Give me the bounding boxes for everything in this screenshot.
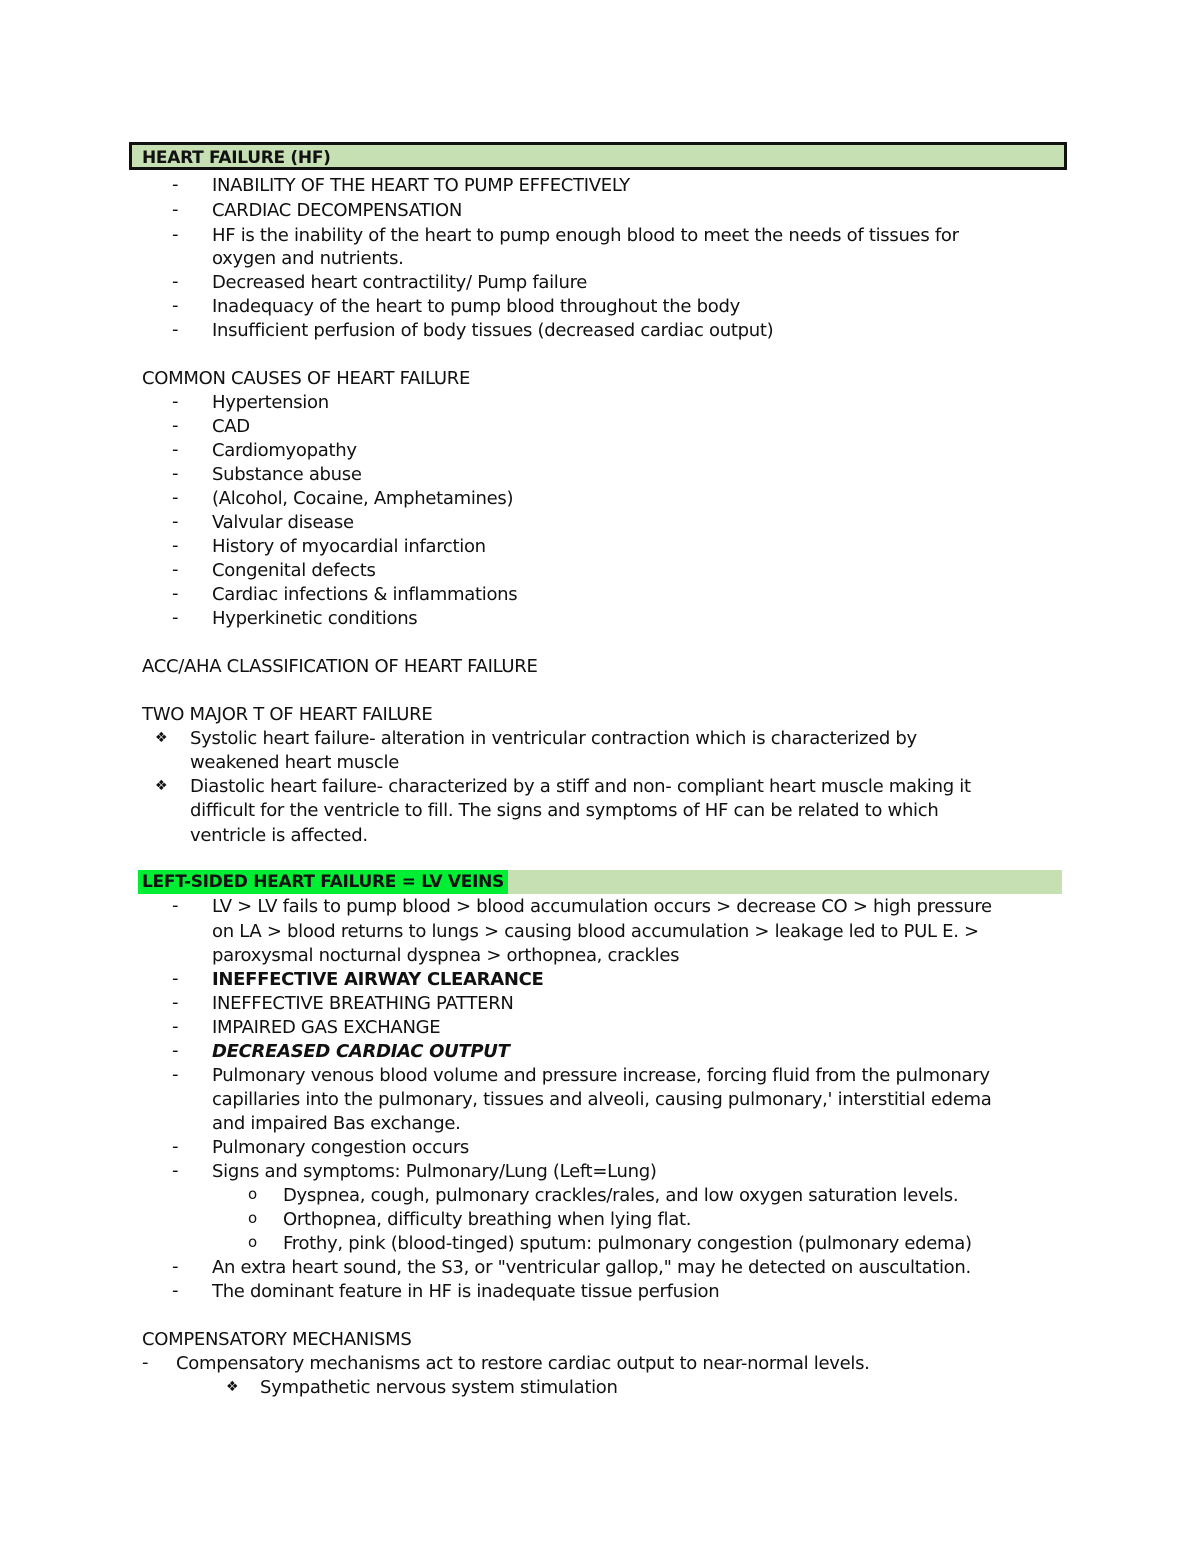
- list-item: Valvular disease: [212, 512, 354, 533]
- list-item: History of myocardial infarction: [212, 536, 486, 557]
- list-item: Signs and symptoms: Pulmonary/Lung (Left=Lung): [212, 1161, 657, 1182]
- list-item-continuation: and impaired Bas exchange.: [212, 1113, 461, 1134]
- dash-bullet: -: [172, 607, 179, 628]
- list-item-continuation: paroxysmal nocturnal dyspnea > orthopnea, crackles: [212, 945, 680, 966]
- sub-list-item: Orthopnea, difficulty breathing when lying flat.: [283, 1209, 692, 1230]
- circle-bullet-icon: o: [248, 1185, 257, 1203]
- dash-bullet: -: [172, 415, 179, 436]
- dash-bullet: -: [172, 1256, 179, 1277]
- dash-bullet: -: [172, 439, 179, 460]
- list-item: LV > LV fails to pump blood > blood accumulation occurs > decrease CO > high pressure: [212, 896, 992, 917]
- dash-bullet: -: [172, 511, 179, 532]
- list-item: Compensatory mechanisms act to restore cardiac output to near-normal levels.: [176, 1353, 870, 1374]
- left-sided-heading: LEFT-SIDED HEART FAILURE = LV VEINS: [138, 870, 508, 894]
- dash-bullet: -: [172, 174, 179, 195]
- causes-heading: COMMON CAUSES OF HEART FAILURE: [142, 368, 471, 389]
- dash-bullet: -: [172, 1136, 179, 1157]
- list-item: HF is the inability of the heart to pump enough blood to meet the needs of tissues for: [212, 225, 959, 246]
- list-item: The dominant feature in HF is inadequate tissue perfusion: [212, 1281, 720, 1302]
- list-item: Decreased heart contractility/ Pump failure: [212, 272, 588, 293]
- list-item: Hypertension: [212, 392, 329, 413]
- list-item-continuation: capillaries into the pulmonary, tissues and alveoli, causing pulmonary,' interstitial edema: [212, 1089, 992, 1110]
- dash-bullet: -: [172, 968, 179, 989]
- list-item-continuation: difficult for the ventricle to fill. The signs and symptoms of HF can be related to which: [190, 800, 939, 821]
- dash-bullet: -: [172, 271, 179, 292]
- circle-bullet-icon: o: [248, 1233, 257, 1251]
- list-item: Systolic heart failure- alteration in ventricular contraction which is characterized by: [190, 728, 917, 749]
- list-item: INABILITY OF THE HEART TO PUMP EFFECTIVELY: [212, 175, 630, 196]
- list-item: Congenital defects: [212, 560, 376, 581]
- types-heading: TWO MAJOR T OF HEART FAILURE: [142, 704, 433, 725]
- list-item: Pulmonary venous blood volume and pressure increase, forcing fluid from the pulmonary: [212, 1065, 990, 1086]
- list-item: (Alcohol, Cocaine, Amphetamines): [212, 488, 514, 509]
- dash-bullet: -: [142, 1352, 149, 1373]
- list-item-continuation: weakened heart muscle: [190, 752, 399, 773]
- dash-bullet: -: [172, 1280, 179, 1301]
- dash-bullet: -: [172, 487, 179, 508]
- list-item: INEFFECTIVE AIRWAY CLEARANCE: [212, 969, 544, 990]
- list-item: Hyperkinetic conditions: [212, 608, 418, 629]
- dash-bullet: -: [172, 992, 179, 1013]
- list-item: IMPAIRED GAS EXCHANGE: [212, 1017, 441, 1038]
- list-item: DECREASED CARDIAC OUTPUT: [212, 1041, 510, 1062]
- list-item-continuation: oxygen and nutrients.: [212, 248, 404, 269]
- diamond-bullet-icon: ❖: [155, 730, 168, 746]
- list-item: Inadequacy of the heart to pump blood throughout the body: [212, 296, 740, 317]
- list-item: CAD: [212, 416, 250, 437]
- list-item: Cardiomyopathy: [212, 440, 357, 461]
- dash-bullet: -: [172, 895, 179, 916]
- dash-bullet: -: [172, 463, 179, 484]
- dash-bullet: -: [172, 1064, 179, 1085]
- dash-bullet: -: [172, 319, 179, 340]
- dash-bullet: -: [172, 391, 179, 412]
- compensatory-heading: COMPENSATORY MECHANISMS: [142, 1329, 412, 1350]
- list-item: Cardiac infections & inflammations: [212, 584, 518, 605]
- list-item: CARDIAC DECOMPENSATION: [212, 200, 463, 221]
- list-item-continuation: on LA > blood returns to lungs > causing blood accumulation > leakage led to PUL E. >: [212, 921, 979, 942]
- circle-bullet-icon: o: [248, 1209, 257, 1227]
- dash-bullet: -: [172, 559, 179, 580]
- dash-bullet: -: [172, 1016, 179, 1037]
- list-item: Pulmonary congestion occurs: [212, 1137, 469, 1158]
- diamond-bullet-icon: ❖: [155, 778, 168, 794]
- sub-list-item: Dyspnea, cough, pulmonary crackles/rales, and low oxygen saturation levels.: [283, 1185, 959, 1206]
- sub-list-item: Sympathetic nervous system stimulation: [260, 1377, 618, 1398]
- dash-bullet: -: [172, 535, 179, 556]
- dash-bullet: -: [172, 1160, 179, 1181]
- dash-bullet: -: [172, 583, 179, 604]
- list-item: An extra heart sound, the S3, or "ventricular gallop," may he detected on auscultation.: [212, 1257, 971, 1278]
- sub-list-item: Frothy, pink (blood-tinged) sputum: pulmonary congestion (pulmonary edema): [283, 1233, 972, 1254]
- list-item: Diastolic heart failure- characterized by a stiff and non- compliant heart muscle making it: [190, 776, 971, 797]
- list-item: Insufficient perfusion of body tissues (decreased cardiac output): [212, 320, 774, 341]
- list-item: Substance abuse: [212, 464, 362, 485]
- diamond-bullet-icon: ❖: [226, 1379, 239, 1395]
- dash-bullet: -: [172, 199, 179, 220]
- section-title: HEART FAILURE (HF): [129, 142, 1067, 170]
- list-item: INEFFECTIVE BREATHING PATTERN: [212, 993, 514, 1014]
- dash-bullet: -: [172, 224, 179, 245]
- classification-heading: ACC/AHA CLASSIFICATION OF HEART FAILURE: [142, 656, 538, 677]
- list-item-continuation: ventricle is affected.: [190, 825, 368, 846]
- dash-bullet: -: [172, 295, 179, 316]
- dash-bullet: -: [172, 1040, 179, 1061]
